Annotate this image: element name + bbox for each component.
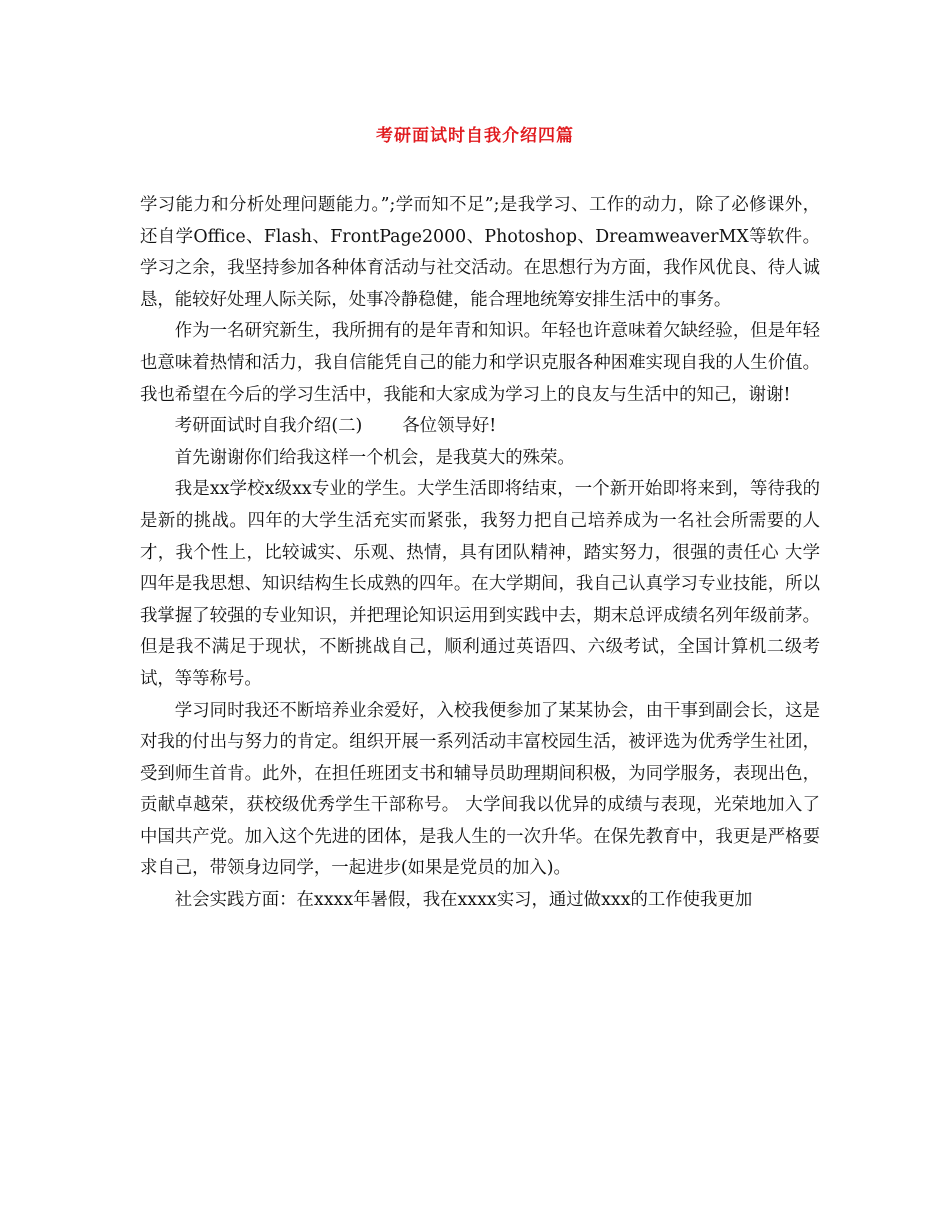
paragraph-2: 作为一名研究新生，我所拥有的是年青和知识。年轻也许意味着欠缺经验，但是年轻也意味着热情和活力，我自信能凭自己的能力和学识克服各种困难实现自我的人生价值。我也希望在今后的学习生活中，我能和大家成为学习上的良友与生活中的知己，谢谢! [140, 321, 820, 405]
document-body [140, 190, 820, 917]
paragraph-1: 学习能力和分析处理问题能力。”;学而知不足”;是我学习、工作的动力，除了必修课外，还自学Office、Flash、FrontPage2000、Photoshop、DreamweaverMX等软件。学习之余，我坚持参加各种体育活动与社交活动。在思想行为方面，我作风优良、待人诚恳，能较好处理人际关际，处事冷静稳健，能合理地统筹安排生活中的事务。 [140, 195, 820, 310]
paragraph-6: 社会实践方面：在xxxx年暑假，我在xxxx实习，通过做xxx的工作使我更加 [174, 890, 753, 911]
paragraph-3: 首先谢谢你们给我这样一个机会，是我莫大的殊荣。 [174, 447, 575, 468]
paragraph-4: 我是xx学校x级xx专业的学生。大学生活即将结束，一个新开始即将来到，等待我的是新的挑战。四年的大学生活充实而紧张，我努力把自己培养成为一名社会所需要的人才，我个性上，比较诚实、乐观、热情，具有团队精神，踏实努力，很强的责任心 大学四年是我思想、知识结构生长成熟的四年。在大学期间，我自己认真学习专业技能，所以我掌握了较强的专业知识，并把理论知识运用到实践中去，期末总评成绩名列年级前茅。但是我不满足于现状，不断挑战自己，顺利通过英语四、六级考试，全国计算机二级考试，等等称号。 [140, 479, 820, 689]
document-title: 考研面试时自我介绍四篇 [376, 126, 574, 146]
section-heading-line [140, 411, 820, 443]
greeting: 各位领导好! [402, 416, 497, 437]
section-heading: 考研面试时自我介绍(二) [174, 416, 363, 437]
paragraph-5: 学习同时我还不断培养业余爱好，入校我便参加了某某协会，由干事到副会长，这是对我的付出与努力的肯定。组织开展一系列活动丰富校园生活，被评选为优秀学生社团，受到师生首肯。此外，在担任班团支书和辅导员助理期间积极，为同学服务，表现出色，贡献卓越荣，获校级优秀学生干部称号。 大学间我以优异的成绩与表现，光荣地加入了中国共产党。加入这个先进的团体，是我人生的一次升华。在保先教育中，我更是严格要求自己，带领身边同学，一起进步(如果是党员的加入)。 [140, 700, 820, 879]
